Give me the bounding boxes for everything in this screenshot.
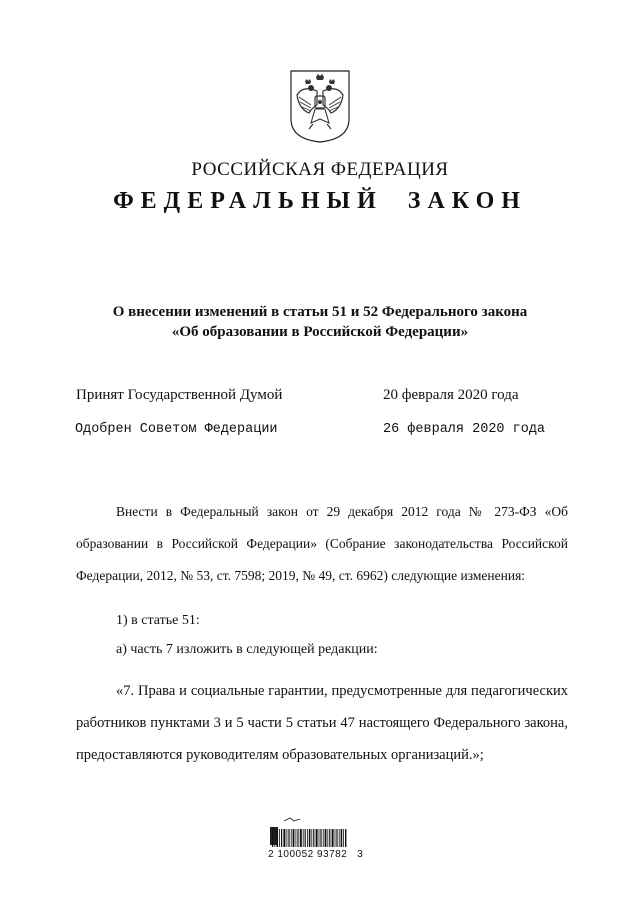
- russian-coat-of-arms-icon: [289, 69, 351, 143]
- country-name: РОССИЙСКАЯ ФЕДЕРАЦИЯ: [191, 159, 449, 180]
- approved-date: 26 февраля 2020 года: [383, 422, 546, 437]
- item-1-paragraph: 1) в статье 51:: [116, 613, 200, 628]
- law-title: [60, 302, 580, 342]
- law-title-line-2: «Об образовании в Российской Федерации»: [171, 324, 469, 340]
- adopted-date: 20 февраля 2020 года: [383, 387, 519, 403]
- adopted-label: Принят Государственной Думой: [76, 387, 283, 403]
- item-a-paragraph: а) часть 7 изложить в следующей редакции:: [116, 642, 378, 657]
- law-title-line-1: О внесении изменений в статьи 51 и 52 Федерального закона: [112, 304, 528, 320]
- barcode-icon: [266, 815, 356, 875]
- law-type-heading: ФЕДЕРАЛЬНЫЙ ЗАКОН: [113, 188, 527, 214]
- intro-paragraph: Внести в Федеральный закон от 29 декабря 2012 года № 273-ФЗ «Об образовании в Российской Федерации» (Собрание законодательства Российской Федерации, 2012, № 53, ст. 7598; 2019, № 49, ст. 6962) следующие изменения:: [76, 504, 568, 583]
- barcode-number: 2 100052 93782 3: [268, 849, 364, 860]
- approved-label: Одобрен Советом Федерации: [75, 422, 278, 437]
- part-7-paragraph: «7. Права и социальные гарантии, предусмотренные для педагогических работников пунктами 3 и 5 части 5 статьи 47 настоящего Федерального закона, предоставляются руководителям образовательных организаций.»;: [76, 683, 568, 763]
